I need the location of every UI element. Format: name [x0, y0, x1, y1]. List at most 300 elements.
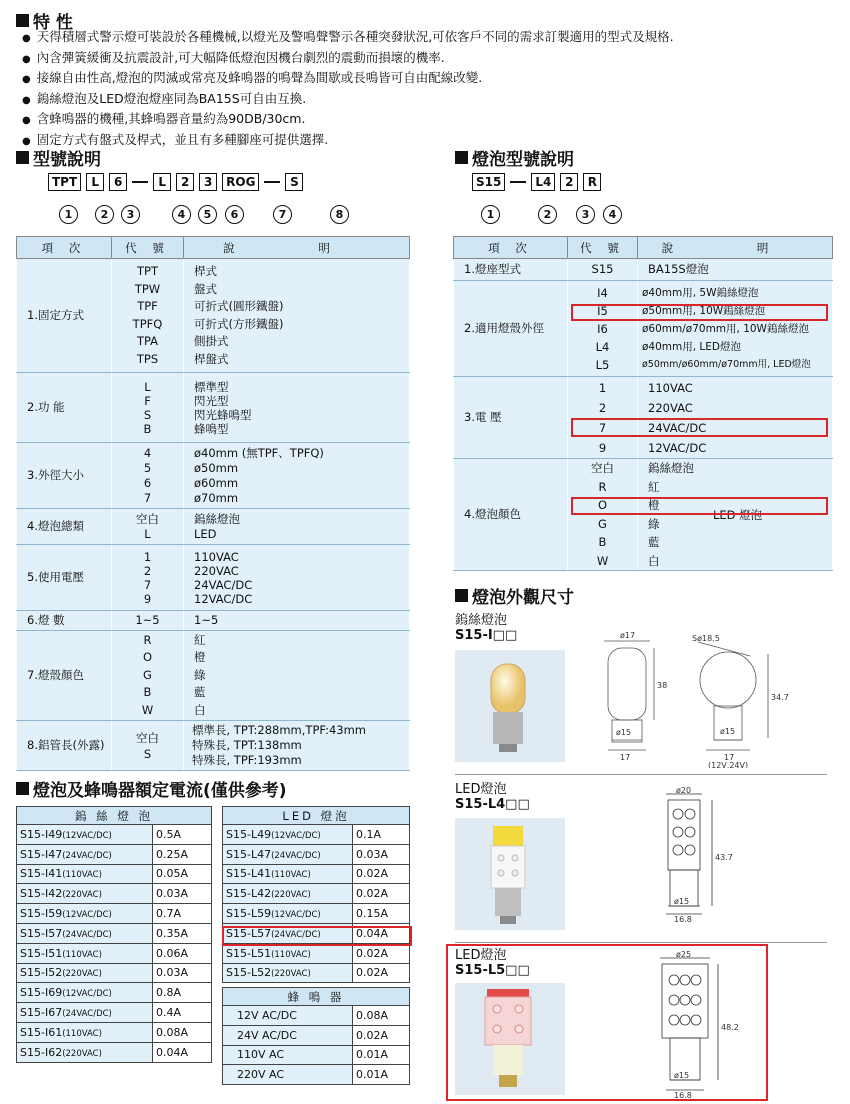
table-row	[223, 844, 410, 864]
cell: 可折式(圓形鐵盤)	[194, 299, 284, 313]
cell: 綠	[194, 667, 206, 682]
dims-title: 燈泡外觀尺寸	[455, 583, 574, 608]
feature-list	[22, 28, 674, 151]
cell: R	[598, 479, 607, 494]
number-circle: 4	[603, 205, 622, 224]
table-row	[223, 1006, 410, 1026]
dim-text: 43.7	[715, 853, 733, 862]
model-cell	[17, 904, 153, 924]
current-value: 0.04A	[353, 923, 410, 943]
cell: I6	[597, 321, 608, 336]
row-item: 1.燈座型式	[454, 259, 568, 281]
model-cell	[17, 825, 153, 845]
model-title: 型號說明	[16, 145, 101, 170]
row-item: 1.固定方式	[17, 259, 112, 373]
cell: ø70mm	[194, 490, 239, 505]
led4-bulb-drawing	[650, 786, 740, 926]
model-cell	[17, 1042, 153, 1062]
column-header: 說 明	[638, 237, 833, 259]
dim-text: ø17	[620, 631, 636, 640]
cell: 側掛式	[194, 334, 229, 348]
current-value: 0.1A	[353, 825, 410, 845]
cell: ø60mm/ø70mm用, 10W鎢絲燈泡	[642, 322, 809, 335]
model-cell	[17, 1003, 153, 1023]
dim-text: 38	[657, 681, 668, 690]
model-code: S15-I61	[20, 1025, 63, 1039]
cell: R	[143, 632, 152, 647]
table-row	[17, 844, 212, 864]
voltage-note: (110VAC)	[271, 870, 311, 881]
cell: 220VAC	[648, 400, 693, 415]
cell: 藍	[194, 685, 206, 700]
current-value: 0.7A	[153, 904, 212, 924]
dim-text: ø15	[616, 728, 632, 737]
cell: L	[144, 526, 151, 541]
cell: 鎢絲燈泡	[648, 461, 694, 475]
code-box: ROG	[222, 173, 259, 191]
voltage-note: (24VAC/DC)	[62, 929, 112, 940]
features-title: 特 性	[16, 8, 73, 33]
cell: 紅	[194, 632, 206, 647]
model-cell: 110V AC	[223, 1045, 353, 1065]
current-value: 0.04A	[153, 1042, 212, 1062]
cell: 9	[143, 591, 152, 606]
table-row	[223, 904, 410, 924]
square-bullet-icon	[16, 151, 29, 164]
current-value: 0.08A	[153, 1022, 212, 1042]
current-value: 0.03A	[353, 844, 410, 864]
cell: 9	[598, 440, 607, 455]
cell: L	[144, 379, 151, 394]
row-item: 6.燈 數	[17, 611, 112, 631]
column-header: LED 燈泡	[223, 807, 410, 825]
dim-text: 16.8	[674, 915, 692, 924]
cell: 桿盤式	[194, 351, 229, 366]
table-row	[17, 884, 212, 904]
cell: TPA	[136, 334, 159, 348]
current-value: 0.06A	[153, 943, 212, 963]
table-row	[223, 884, 410, 904]
cell: 桿式	[194, 264, 217, 278]
bulb-label: LED燈泡 S15-L4□□	[455, 782, 530, 812]
number-circle: 6	[225, 205, 244, 224]
table-row	[17, 1003, 212, 1023]
voltage-note: (110VAC)	[62, 949, 102, 960]
cell: W	[141, 702, 154, 717]
square-bullet-icon	[16, 782, 29, 795]
row-item: 4.燈泡顏色	[454, 459, 568, 571]
row-item: 3.電 壓	[454, 377, 568, 459]
led5-bulb-drawing	[648, 950, 748, 1100]
model-cell	[223, 844, 353, 864]
feature-item: ● 鎢絲燈泡及LED燈泡燈座同為BA15S可自由互換.	[22, 90, 674, 111]
model-code: S15-I49	[20, 827, 63, 841]
number-circle: 2	[95, 205, 114, 224]
model-cell	[17, 884, 153, 904]
tungsten-rows	[17, 825, 212, 1063]
cell: 可折式(方形鐵盤)	[194, 316, 284, 331]
current-value: 0.08A	[353, 1006, 410, 1026]
model-cell	[223, 864, 353, 884]
current-value: 0.25A	[153, 844, 212, 864]
divider	[455, 774, 827, 775]
column-header: 代 號	[568, 237, 638, 259]
bulb-label: 鎢絲燈泡 S15-I□□	[455, 613, 518, 643]
cell: 藍	[648, 535, 660, 549]
voltage-note: (24VAC/DC)	[62, 850, 112, 861]
dim-text: (12V,24V)	[708, 761, 749, 768]
cell: 1	[598, 380, 607, 395]
number-circle: 3	[576, 205, 595, 224]
table-row	[17, 721, 410, 771]
dash	[510, 181, 526, 183]
square-bullet-icon	[16, 14, 29, 27]
cell: 1	[143, 549, 152, 564]
table-row	[454, 259, 833, 281]
cell: 特殊長, TPT:138mm	[192, 738, 302, 752]
voltage-note: (24VAC/DC)	[271, 850, 321, 861]
model-code: S15-L57	[226, 926, 272, 940]
dash	[132, 181, 148, 183]
led4-bulb-photo	[455, 818, 565, 930]
code-box: S15	[472, 173, 505, 191]
table-row	[223, 825, 410, 845]
cell: 1~5	[112, 611, 184, 631]
column-header: 項 次	[454, 237, 568, 259]
current-value: 0.03A	[153, 884, 212, 904]
table-row	[223, 943, 410, 963]
row-item: 7.燈殼顏色	[17, 631, 112, 721]
cell: 1~5	[184, 611, 410, 631]
column-header: 代 號	[112, 237, 184, 259]
cell: 特殊長, TPF:193mm	[192, 753, 302, 767]
cell: 7	[143, 490, 152, 505]
cell: S	[143, 746, 152, 761]
column-header: 鎢 絲 燈 泡	[17, 807, 212, 825]
buzzer-rows	[223, 1006, 410, 1085]
voltage-note: (220VAC)	[271, 890, 311, 901]
bulb-model-title: 燈泡型號說明	[455, 145, 574, 170]
current-value: 0.02A	[353, 963, 410, 983]
cell: 盤式	[194, 281, 217, 296]
highlight-box	[571, 418, 828, 437]
cell: TPFQ	[132, 316, 163, 331]
current-value: 0.4A	[153, 1003, 212, 1023]
code-box: L	[86, 173, 104, 191]
number-circle: 2	[538, 205, 557, 224]
dim-text: ø20	[676, 786, 692, 795]
cell: F	[144, 393, 151, 408]
model-code-diagram	[48, 173, 303, 191]
cell: TPW	[134, 281, 161, 296]
dim-text: ø25	[676, 950, 692, 959]
model-code: S15-I42	[20, 887, 63, 901]
dim-text: 17	[724, 753, 735, 762]
voltage-note: (12VAC/DC)	[62, 830, 112, 841]
column-header: 說 明	[184, 237, 410, 259]
voltage-note: (110VAC)	[62, 870, 102, 881]
voltage-note: (220VAC)	[62, 969, 102, 980]
cell: TPS	[136, 351, 159, 366]
current-value: 0.02A	[353, 943, 410, 963]
model-cell	[223, 825, 353, 845]
current-value: 0.35A	[153, 923, 212, 943]
cell: ø50mm	[194, 460, 239, 475]
number-circle: 3	[121, 205, 140, 224]
model-code: S15-L51	[226, 946, 272, 960]
model-cell	[17, 943, 153, 963]
model-cell	[17, 983, 153, 1003]
model-code: S15-L41	[226, 867, 272, 881]
voltage-note: (24VAC/DC)	[62, 1009, 112, 1020]
row-item: 8.鋁管長(外露)	[17, 721, 112, 771]
number-circle: 1	[59, 205, 78, 224]
cell: 空白	[591, 461, 614, 475]
row-item: 4.燈泡總類	[17, 509, 112, 545]
feature-item: ● 天得積層式警示燈可裝設於各種機械,以燈光及警鳴聲警示各種突發狀況,可依客戶不同的需求訂製適用的型式及規格.	[22, 28, 674, 49]
cell: 白	[648, 553, 660, 568]
cell: 24VAC/DC	[648, 420, 707, 435]
current-value: 0.5A	[153, 825, 212, 845]
buzzer-current-table	[222, 987, 410, 1085]
voltage-note: (220VAC)	[62, 1048, 102, 1059]
cell: ø50mm用, 10W鎢絲燈泡	[642, 304, 766, 317]
cell: 4	[143, 445, 152, 460]
cell: 綠	[648, 516, 660, 531]
dim-text: 34.7	[771, 693, 789, 702]
cell: I5	[597, 303, 608, 318]
cell: TPF	[137, 299, 158, 313]
bulb-image	[455, 650, 565, 762]
table-row	[17, 509, 410, 545]
voltage-note: (24VAC/DC)	[271, 929, 321, 940]
code-box: S	[285, 173, 303, 191]
row-item: 3.外徑大小	[17, 443, 112, 509]
table-row	[17, 963, 212, 983]
voltage-note: (12VAC/DC)	[271, 830, 321, 841]
table-row	[223, 1045, 410, 1065]
model-cell	[17, 1022, 153, 1042]
model-table	[16, 236, 410, 771]
table-row	[17, 904, 212, 924]
model-code: S15-L52	[226, 966, 272, 980]
cell: I4	[597, 285, 608, 300]
table-row	[454, 281, 833, 377]
cell: 白	[194, 702, 206, 717]
code-box: 2	[560, 173, 578, 191]
cell: S15	[568, 259, 638, 281]
current-value: 0.8A	[153, 983, 212, 1003]
bulb-model-table	[453, 236, 833, 571]
cell: 蜂鳴型	[194, 421, 229, 436]
table-row	[17, 443, 410, 509]
current-title: 燈泡及蜂鳴器額定電流(僅供參考)	[16, 776, 287, 801]
tungsten-current-table	[16, 806, 212, 1063]
cell: S	[143, 407, 152, 422]
table-row	[17, 545, 410, 611]
model-code: S15-L49	[226, 827, 272, 841]
table-row	[17, 259, 410, 373]
cell: 5	[143, 460, 152, 475]
voltage-note: (12VAC/DC)	[62, 910, 112, 921]
tungsten-bulb-drawing	[590, 628, 820, 768]
cell: L4	[595, 339, 610, 354]
cell: ø40mm用, LED燈泡	[642, 340, 741, 353]
cell: 橙	[194, 650, 206, 665]
model-cell: 220V AC	[223, 1065, 353, 1085]
current-value: 0.15A	[353, 904, 410, 924]
model-cell	[223, 904, 353, 924]
dim-text: 17	[620, 753, 631, 762]
bulb-label: LED燈泡 S15-L5□□	[455, 948, 530, 978]
code-box: L	[153, 173, 171, 191]
cell: 110VAC	[648, 380, 693, 395]
cell: 橙	[648, 498, 660, 512]
table-row	[17, 864, 212, 884]
number-circle: 8	[330, 205, 349, 224]
cell: 12VAC/DC	[648, 440, 707, 455]
highlight-box	[571, 497, 828, 515]
feature-item: ● 固定方式有盤式及桿式，並且有多種腳座可提供選擇.	[22, 131, 674, 152]
model-code: S15-I69	[20, 986, 63, 1000]
highlight-box	[571, 304, 828, 321]
current-value: 0.02A	[353, 1025, 410, 1045]
feature-item: ● 接線自由性高,燈泡的閃滅或常亮及蜂鳴器的鳴聲為間歇或長鳴皆可自由配線改變.	[22, 69, 674, 90]
cell: 24VAC/DC	[194, 577, 253, 592]
voltage-note: (12VAC/DC)	[62, 989, 112, 1000]
cell: 紅	[648, 479, 660, 494]
dim-text: Sø18.5	[692, 634, 720, 643]
table-row	[17, 631, 410, 721]
voltage-note: (110VAC)	[62, 1028, 102, 1039]
cell: 標準長, TPT:288mm,TPF:43mm	[192, 723, 367, 737]
dim-text: ø15	[720, 727, 736, 736]
table-header-row	[17, 237, 410, 259]
bulb-code-diagram	[472, 173, 601, 191]
cell: G	[143, 667, 152, 682]
number-circle: 7	[273, 205, 292, 224]
square-bullet-icon	[455, 151, 468, 164]
bulb-image	[455, 983, 565, 1095]
led-note: LED 燈泡	[713, 508, 763, 522]
divider	[455, 942, 827, 943]
cell: LED	[194, 526, 217, 541]
highlight-box	[222, 926, 412, 946]
dim-text: 16.8	[674, 1091, 692, 1100]
cell: 220VAC	[194, 563, 239, 578]
table-row	[223, 963, 410, 983]
cell: BA15S燈泡	[638, 259, 833, 281]
model-code: S15-I59	[20, 907, 63, 921]
dim-text: ø15	[674, 1071, 690, 1080]
code-box: 2	[176, 173, 194, 191]
square-bullet-icon	[455, 589, 468, 602]
voltage-note: (220VAC)	[271, 969, 311, 980]
dash	[264, 181, 280, 183]
table-row	[17, 373, 410, 443]
bulb-image	[455, 818, 565, 930]
table-row	[223, 864, 410, 884]
model-code: S15-I57	[20, 926, 63, 940]
cell: 空白	[136, 730, 159, 745]
dim-text: ø15	[674, 897, 690, 906]
led-current-table	[222, 806, 410, 983]
model-code: S15-I67	[20, 1006, 63, 1020]
table-row	[17, 983, 212, 1003]
dim-text: 48.2	[721, 1023, 739, 1032]
led-rows	[223, 825, 410, 983]
model-cell	[17, 963, 153, 983]
model-cell	[17, 923, 153, 943]
table-row	[17, 943, 212, 963]
column-header: 項 次	[17, 237, 112, 259]
cell: 7	[598, 420, 607, 435]
cell: B	[598, 535, 607, 549]
model-code: S15-I47	[20, 847, 63, 861]
cell: 空白	[136, 511, 159, 526]
current-value: 0.05A	[153, 864, 212, 884]
cell: B	[143, 685, 152, 700]
table-row	[17, 1022, 212, 1042]
cell: 12VAC/DC	[194, 591, 253, 606]
voltage-note: (220VAC)	[62, 890, 102, 901]
table-row	[17, 1042, 212, 1062]
table-row	[223, 1065, 410, 1085]
cell: 標準型	[194, 379, 229, 394]
table-row	[17, 923, 212, 943]
cell: O	[597, 498, 608, 512]
row-item: 2.功 能	[17, 373, 112, 443]
cell: 閃光蜂鳴型	[194, 407, 252, 422]
cell: W	[596, 553, 609, 568]
code-box: L4	[531, 173, 555, 191]
column-header: 蜂 鳴 器	[223, 988, 410, 1006]
code-box: TPT	[48, 173, 81, 191]
model-cell: 12V AC/DC	[223, 1006, 353, 1026]
feature-item: ● 內含彈簧緩衝及抗震設計,可大幅降低燈泡因機台劇烈的震動而損壞的機率.	[22, 49, 674, 70]
model-code: S15-I52	[20, 966, 63, 980]
cell: ø50mm/ø60mm/ø70mm用, LED燈泡	[642, 358, 811, 370]
cell: ø60mm	[194, 475, 239, 490]
cell: 2	[143, 563, 152, 578]
code-box: R	[583, 173, 601, 191]
cell: L5	[595, 357, 610, 372]
model-code: S15-I62	[20, 1045, 63, 1059]
current-value: 0.01A	[353, 1065, 410, 1085]
model-cell	[223, 884, 353, 904]
current-value: 0.01A	[353, 1045, 410, 1065]
cell: 110VAC	[194, 549, 239, 564]
led5-bulb-photo	[455, 983, 565, 1095]
model-cell	[17, 844, 153, 864]
current-value: 0.02A	[353, 884, 410, 904]
tungsten-bulb-photo	[455, 650, 565, 762]
number-circle: 5	[198, 205, 217, 224]
model-code: S15-I41	[20, 867, 63, 881]
model-code: S15-L59	[226, 907, 272, 921]
cell: O	[142, 650, 153, 665]
cell: G	[598, 516, 607, 531]
model-cell	[17, 864, 153, 884]
cell: 閃光型	[194, 393, 229, 408]
table-row	[223, 1025, 410, 1045]
cell: 6	[143, 475, 152, 490]
voltage-note: (12VAC/DC)	[271, 910, 321, 921]
table-row	[17, 611, 410, 631]
model-cell: 24V AC/DC	[223, 1025, 353, 1045]
cell: TPT	[137, 264, 158, 278]
cell: B	[143, 421, 152, 436]
